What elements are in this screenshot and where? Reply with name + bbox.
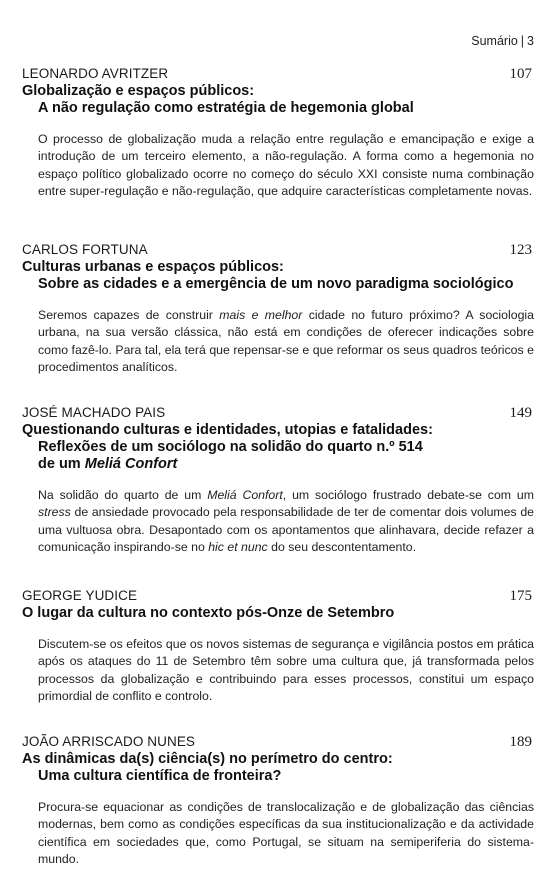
page-number: 3 bbox=[527, 34, 534, 48]
entry-subtitle: Uma cultura científica de fronteira? bbox=[38, 768, 282, 784]
entry-page-number: 189 bbox=[509, 734, 532, 750]
entry-subtitle: de um Meliá Confort bbox=[38, 456, 178, 472]
toc-entry[interactable] bbox=[22, 588, 534, 705]
entry-header bbox=[22, 588, 534, 605]
entry-author: CARLOS FORTUNA bbox=[22, 242, 148, 257]
toc-entry[interactable] bbox=[22, 405, 534, 556]
emphasis: Meliá Confort bbox=[84, 456, 178, 472]
entry-abstract: Na solidão do quarto de um Meliá Confort, um sociólogo frustrado debate-se com um stress de ansiedade provocado pela responsabilidade de ter de comentar dois volumes de uma vultuosa obra. Desapontado com os apontamentos que alinhavara, decide refazer a comunicação inspirando-se no hic et nunc do seu descontentamento. bbox=[38, 488, 534, 554]
entry-abstract: O processo de globalização muda a relação entre regulação e emancipação e exige a introdução de um terceiro elemento, a não-regulação. A forma como a hegemonia no espaço político globalizado ocorre no começo do século XXI consiste numa combinação entre super-regulação e não-regulação, que adquire características completamente novas. bbox=[38, 132, 534, 198]
entry-header bbox=[22, 242, 534, 259]
emphasis: hic et nunc bbox=[208, 539, 268, 554]
emphasis: stress bbox=[38, 505, 71, 520]
entry-title: Questionando culturas e identidades, utopias e fatalidades: bbox=[22, 422, 433, 438]
entry-page-number: 107 bbox=[509, 66, 532, 82]
emphasis: mais e melhor bbox=[219, 308, 303, 322]
emphasis: Meliá Confort bbox=[207, 488, 283, 502]
entry-subtitle: Sobre as cidades e a emergência de um novo paradigma sociológico bbox=[38, 276, 514, 292]
toc-entry[interactable] bbox=[22, 66, 534, 200]
entry-author: JOSÉ MACHADO PAIS bbox=[22, 405, 166, 420]
entry-page-number: 123 bbox=[509, 242, 532, 258]
entry-header bbox=[22, 734, 534, 751]
section-title: Sumário bbox=[471, 34, 518, 48]
running-header bbox=[471, 34, 534, 48]
toc-entry[interactable] bbox=[22, 734, 534, 868]
entry-subtitle: Reflexões de um sociólogo na solidão do quarto n.º 514 bbox=[38, 439, 423, 455]
entry-title: As dinâmicas da(s) ciência(s) no perímetro do centro: bbox=[22, 751, 393, 767]
entry-author: GEORGE YUDICE bbox=[22, 588, 138, 603]
entry-title: O lugar da cultura no contexto pós-Onze de Setembro bbox=[22, 605, 395, 621]
entry-subtitle: A não regulação como estratégia de hegemonia global bbox=[38, 100, 414, 116]
entry-title: Globalização e espaços públicos: bbox=[22, 83, 255, 99]
entry-abstract: Discutem-se os efeitos que os novos sistemas de segurança e vigilância postos em prática após os ataques do 11 de Setembro têm sobre uma cultura que, já transformada pelos processos da globalização e contribuindo para esses processos, constitui um espaço primordial de conflito e controlo. bbox=[38, 637, 534, 703]
entry-author: LEONARDO AVRITZER bbox=[22, 66, 169, 81]
header-separator: | bbox=[520, 34, 525, 48]
entry-header bbox=[22, 66, 534, 83]
entry-header bbox=[22, 405, 534, 422]
entry-page-number: 175 bbox=[509, 588, 532, 604]
entry-abstract: Procura-se equacionar as condições de translocalização e de globalização das ciências modernas, bem como as condições específicas da sua institucionalização e da actividade científica em sociedades que, como Portugal, se situam na semiperiferia do sistema-mundo. bbox=[38, 800, 534, 866]
entry-abstract: Seremos capazes de construir mais e melhor cidade no futuro próximo? A sociologia urbana, na sua versão clássica, não está em condições de oferecer indicações sobre como fazê-lo. Para tal, ela terá que repensar-se e que reformar os seus quadros teóricos e procedimentos analíticos. bbox=[38, 308, 534, 374]
entry-title: Culturas urbanas e espaços públicos: bbox=[22, 259, 284, 275]
toc-entry[interactable] bbox=[22, 242, 534, 376]
entry-page-number: 149 bbox=[509, 405, 532, 421]
entry-author: JOÃO ARRISCADO NUNES bbox=[22, 734, 196, 749]
